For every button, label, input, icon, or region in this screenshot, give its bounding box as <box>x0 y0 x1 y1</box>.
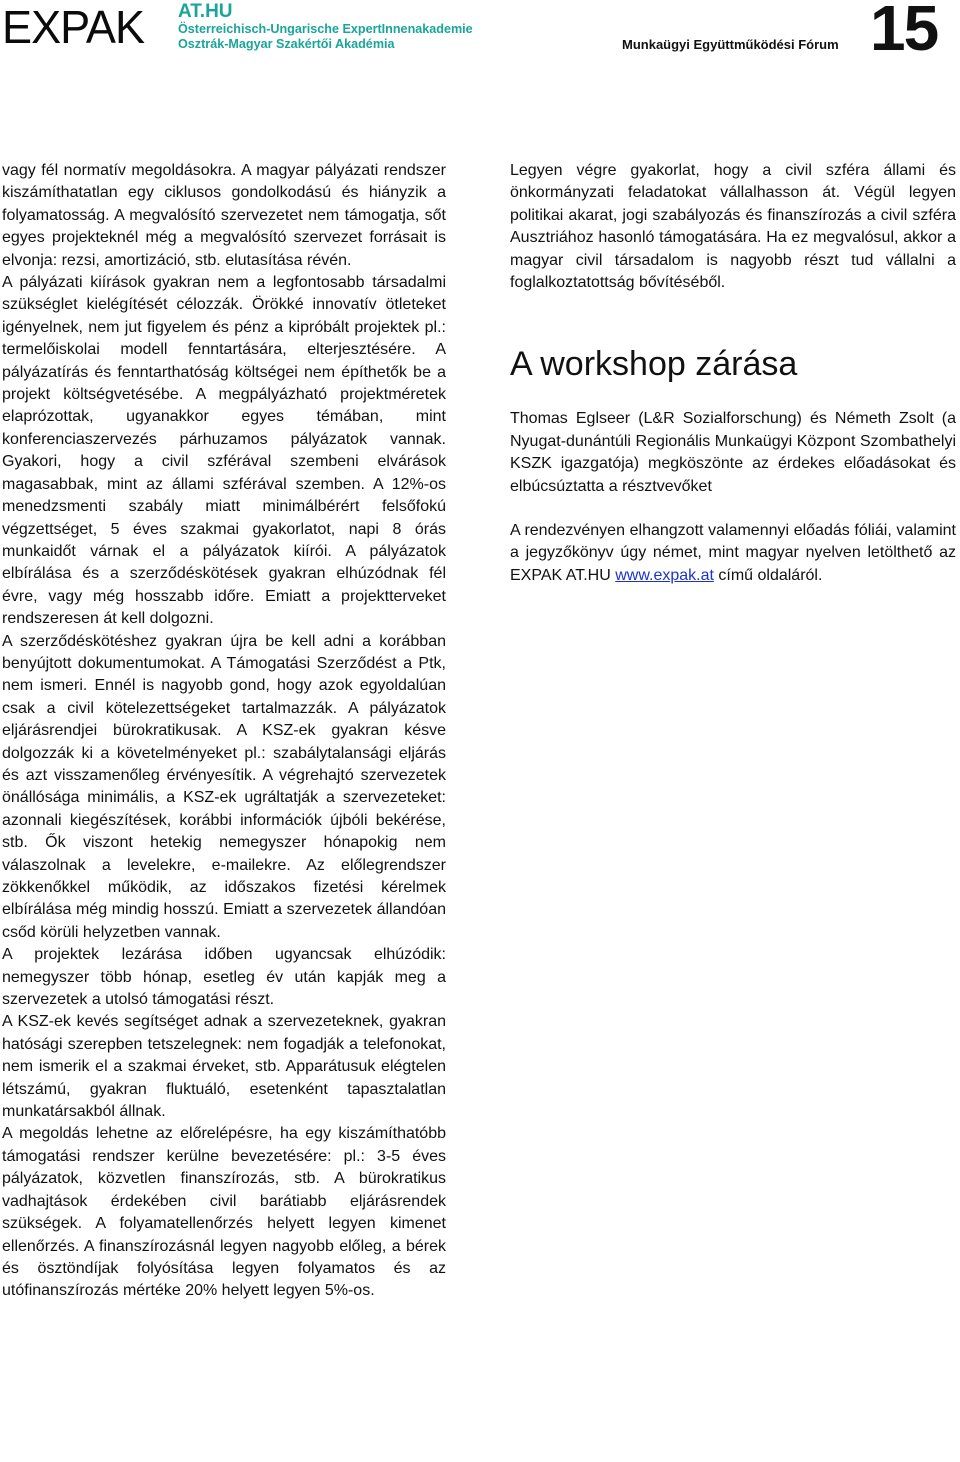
paragraph: A KSZ-ek kevés segítséget adnak a szervezeteknek, gyakran hatósági szerepben tetszelegnek: nem fogadják a telefonokat, nem ismerik el a szakmai érveket, stb. Apparátusuk elégtelen létszámú, gyakran fluktuáló, esetenként tapasztalatlan munkatársakból állnak. <box>2 1013 446 1121</box>
athu-logo-block <box>178 2 498 52</box>
right-column <box>510 160 956 587</box>
athu-line-2: Osztrák-Magyar Szakértői Akadémia <box>178 37 395 51</box>
expak-logo <box>2 2 164 52</box>
intro-paragraph: Legyen végre gyakorlat, hogy a civil szféra állami és önkormányzati feladatokat vállalhasson át. Végül legyen politikai akarat, jogi szabályozás és finanszírozás a civil szféra Ausztriához hasonló támogatására. Ha ez megvalósul, akkor a magyar civil társadalom is nagyobb részt tud vállalni a foglalkoztatottság bővítéséből. <box>510 162 956 292</box>
paragraph: A pályázati kiírások gyakran nem a legfontosabb társadalmi szükséglet kielégítését célozzák. Örökké innovatív ötleteket igényelnek, nem jut figyelem és pénz a kipróbált projektek pl.: termelőiskolai modell fenntartására, elterjesztésére. A pályázatírás és fenntarthatóság költségei nem építhetők be a projekt költségvetésébe. A megpályázható projektméretek elaprózottak, ugyanakkor egyes témában, mint konferenciaszervezés párhuzamos pályázatok vannak. Gyakori, hogy a civil szférával szembeni elvárások magasabbak, mint az állami szférával szemben. A 12%-os menedzsmenti szabály miatt minimálbérért felsőfokú végzettséget, 5 éves szakmai gyakorlatot, napi 8 órás munkaidőt várnak el a pályázatok kiírói. A pályázatok elbírálása és a szerződéskötések gyakran elhúzódnak fél évre, vagy még hosszabb időre. Emiatt a projektterveket rendszeresen át kell dolgozni. <box>2 274 446 628</box>
forum-title: Munkaügyi Együttműködési Fórum <box>622 37 839 52</box>
page-number: 15 <box>870 0 938 64</box>
thanks-paragraph: Thomas Eglseer (L&R Sozialforschung) és Németh Zsolt (a Nyugat-dunántúli Regionális Munkaügyi Központ Szombathelyi KSZK igazgatója) megköszönte az érdekes előadásokat és elbúcsúztatta a résztvevőket <box>510 410 956 495</box>
expak-website-link[interactable]: www.expak.at <box>615 566 714 584</box>
page-header <box>0 0 960 64</box>
closing-text-after: című oldaláról. <box>713 566 823 584</box>
paragraph: A megoldás lehetne az előrelépésre, ha egy kiszámíthatóbb támogatási rendszer kerülne bevezetésére: pl.: 3-5 éves pályázatok, közvetlen finanszírozás, stb. A bürokratikus vadhajtások érdekében civil barátiabb eljárásrendek szükségek. A folyamatellenőrzés helyett legyen kimenet ellenőrzés. A finanszírozásnál legyen nagyobb előleg, a bérek és ösztöndíjak folyósítása legyen folyamatos és az utófinanszírozás mértéke 20% helyett legyen 5%-os. <box>2 1125 446 1300</box>
left-column <box>2 160 446 1303</box>
paragraph: A projektek lezárása időben ugyancsak elhúzódik: nemegyszer több hónap, esetleg év után kapják meg a szervezetek a utolsó támogatási részt. <box>2 946 446 1009</box>
paragraph: A szerződéskötéshez gyakran újra be kell adni a korábban benyújtott dokumentumokat. A Támogatási Szerződést a Ptk, nem ismeri. Ennél is nagyobb gond, hogy azok egyoldalúan csak a civil kötelezettségeket tartalmazzák. A pályázatok eljárásrendjei bürokratikusak. A KSZ-ek gyakran késve dolgozzák ki a követelményeket pl.: szabálytalansági eljárás és azt visszamenőleg érvényesítik. A végrehajtó szervezetek önállósága minimális, a KSZ-ek ugráltatják a szervezeteket: azonnali kiegészítések, korábbi információk újbóli bekérése, stb. Ők viszont hetekig nemegyszer hónapokig nem válaszolnak a levelekre, e-mailekre. Az előlegrendszer zökkenőkkel működik, az időszakos fizetési kérelmek elbírálása még mindig hosszú. Emiatt a szervezetek állandóan csőd körüli helyzetben vannak. <box>2 632 446 941</box>
expak-logo-text: EXPAK <box>2 1 145 53</box>
athu-line-1: Österreichisch-Ungarische ExpertInnenakademie <box>178 22 473 36</box>
section-heading: A workshop zárása <box>510 345 798 384</box>
closing-paragraph <box>510 520 956 587</box>
closing-text-before: A rendezvényen elhangzott valamennyi előadás fóliái, valamint a jegyzőkönyv úgy német, mint magyar nyelven letölthető az EXPAK AT.HU <box>510 522 956 584</box>
paragraph: vagy fél normatív megoldásokra. A magyar pályázati rendszer kiszámíthatatlan egy ciklusos gondolkodású és hiányzik a folyamatosság. A megvalósító szervezetet nem támogatja, sőt egyes projekteknél még a megvalósító szervezet forrásait is elvonja: rezsi, amortizáció, stb. elutasítása révén. <box>2 162 446 269</box>
athu-title: AT.HU <box>178 1 233 22</box>
